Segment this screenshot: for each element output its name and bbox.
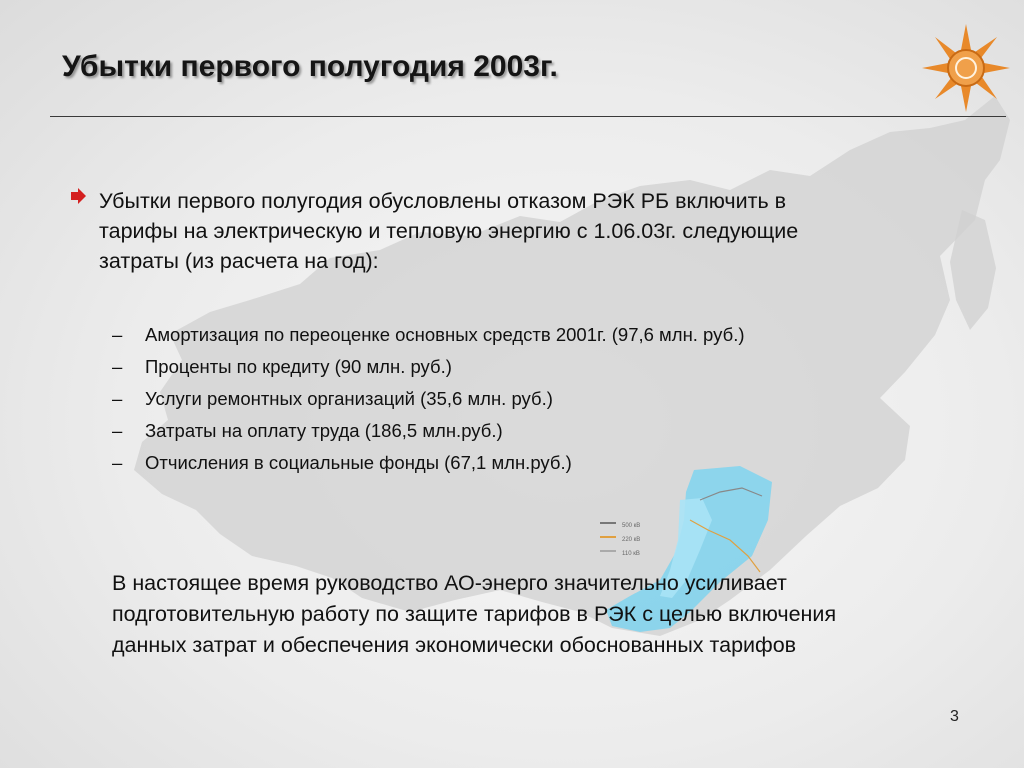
dash-marker: – xyxy=(112,324,123,345)
list-item xyxy=(112,322,852,347)
list-item-text: Проценты по кредиту (90 млн. руб.) xyxy=(145,356,452,377)
conclusion-paragraph: В настоящее время руководство АО-энерго значительно усиливает подготовительную работу по защите тарифов в РЭК с целью включения данных затрат и обеспечения экономически обоснованных тарифов xyxy=(112,571,837,657)
dash-marker: – xyxy=(112,356,123,377)
expense-list xyxy=(112,322,852,482)
dash-marker: – xyxy=(112,420,123,441)
main-bullet xyxy=(70,186,820,276)
red-arrow-bullet-icon xyxy=(70,188,86,204)
list-item xyxy=(112,450,852,475)
list-item xyxy=(112,418,852,443)
page-number: 3 xyxy=(950,708,959,725)
list-item-text: Затраты на оплату труда (186,5 млн.руб.) xyxy=(145,420,503,441)
list-item-text: Амортизация по переоценке основных средств 2001г. (97,6 млн. руб.) xyxy=(145,324,745,345)
legend-500kv: 500 кВ xyxy=(622,523,641,529)
legend-220kv: 220 кВ xyxy=(622,537,641,543)
slide-title: Убытки первого полугодия 2003г. xyxy=(62,50,558,83)
list-item xyxy=(112,386,852,411)
sun-logo-icon xyxy=(918,20,1014,116)
title-divider xyxy=(50,116,1006,117)
legend-110kv: 110 кВ xyxy=(622,551,640,557)
dash-marker: – xyxy=(112,452,123,473)
list-item-text: Услуги ремонтных организаций (35,6 млн. руб.) xyxy=(145,388,553,409)
main-bullet-text: Убытки первого полугодия обусловлены отказом РЭК РБ включить в тарифы на электрическую и тепловую энергию с 1.06.03г. следующие затраты (из расчета на год): xyxy=(99,189,799,273)
list-item xyxy=(112,354,852,379)
dash-marker: – xyxy=(112,388,123,409)
list-item-text: Отчисления в социальные фонды (67,1 млн.руб.) xyxy=(145,452,572,473)
